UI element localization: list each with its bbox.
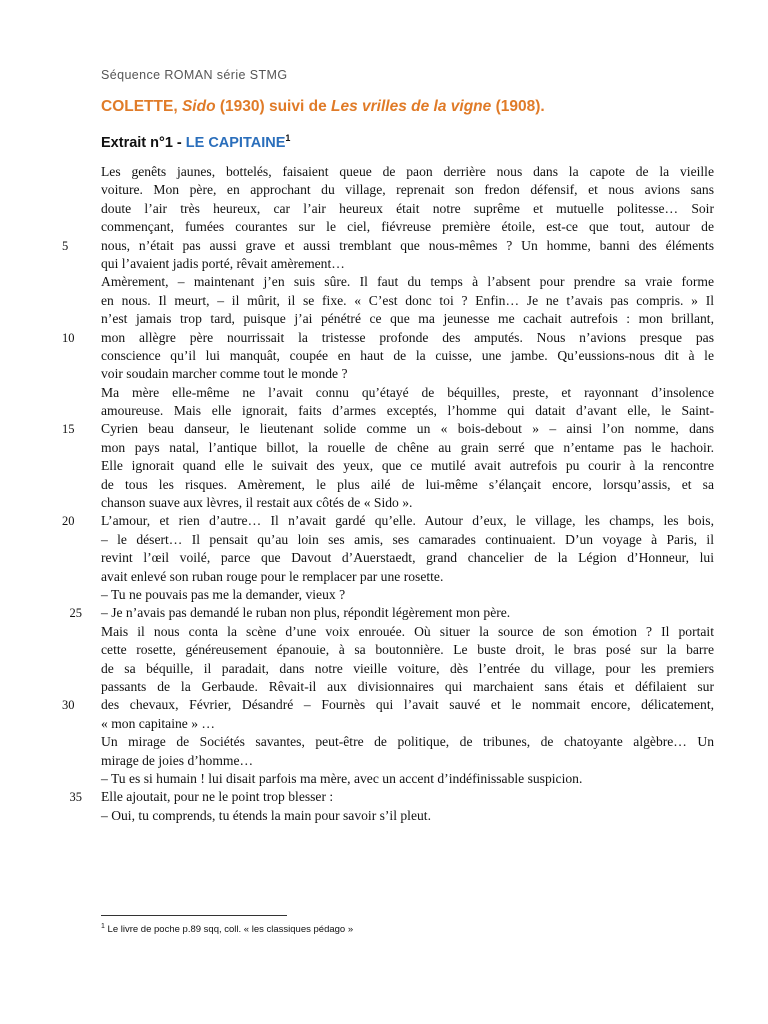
text-line	[101, 568, 714, 586]
text-line	[62, 512, 714, 530]
line-text: revint l’œil voilé, parce que Davout d’Auerstaedt, grand chancelier de la Légion d’Honneur, lui	[101, 550, 714, 566]
line-text: Un mirage de Sociétés savantes, peut-être de politique, de tribunes, de chatoyante algèbre… Un	[101, 734, 714, 750]
extract-body	[62, 163, 714, 825]
text-line	[101, 200, 714, 218]
line-text: L’amour, et rien d’autre… Il n’avait gardé qu’elle. Autour d’eux, le village, les champs, les bois,	[101, 513, 714, 529]
line-text: – Oui, tu comprends, tu étends la main pour savoir s’il pleut.	[101, 807, 431, 823]
text-line	[62, 329, 714, 347]
line-text: – Tu ne pouvais pas me la demander, vieux ?	[101, 586, 346, 602]
line-text: Elle ajoutait, pour ne le point trop blesser :	[101, 789, 334, 805]
text-line	[62, 237, 714, 255]
line-text: – le désert… Il pensait qu’au loin ses amis, ses camarades continuaient. D’un voyage à Paris, il	[101, 531, 714, 547]
text-line	[101, 218, 714, 236]
line-text: amoureuse. Mais elle ignorait, faits d’armes exceptés, l’homme qui datait d’avant elle, le Saint-	[101, 403, 714, 419]
text-line	[101, 494, 714, 512]
text-line	[101, 733, 714, 751]
text-line	[101, 181, 714, 199]
text-line	[62, 696, 714, 714]
text-line	[101, 255, 714, 273]
title-middle: (1930) suivi de	[219, 98, 327, 115]
text-line	[101, 163, 714, 181]
title-author: COLETTE,	[101, 98, 178, 115]
title-work-sido: Sido	[181, 98, 216, 115]
text-line	[101, 384, 714, 402]
text-line	[101, 476, 714, 494]
text-line	[101, 549, 714, 567]
document-header: Séquence ROMAN série STMG	[101, 68, 288, 82]
footnote	[101, 923, 353, 935]
text-line	[101, 347, 714, 365]
line-text: Cyrien beau danseur, le lieutenant solide comme un « bois-debout » – ainsi l’on nomme, dans	[101, 421, 714, 437]
text-line	[101, 660, 714, 678]
line-text: qui l’avaient jadis porté, rêvait amèrement…	[101, 255, 345, 271]
line-text: mon pays natal, l’antique billot, la rouelle de chêne au grain serré que n’entame pas le hachoir.	[101, 439, 714, 455]
footnote-text: Le livre de poche p.89 sqq, coll. « les classiques pédago »	[104, 924, 354, 936]
line-text: commençant, fumées courantes sur le ciel, fiévreuse première étoile, est-ce que tout, autour de	[101, 219, 714, 235]
line-text: Mais il nous conta la scène d’une voix enrouée. Où situer la source de son émotion ? Il portait	[101, 623, 714, 639]
line-text: – Tu es si humain ! lui disait parfois ma mère, avec un accent d’indéfinissable suspicion.	[101, 770, 583, 786]
title-date: (1908).	[495, 98, 545, 115]
text-line	[101, 273, 714, 291]
line-text: avait enlevé son ruban rouge pour le remplacer par une rosette.	[101, 568, 444, 584]
line-number: 15	[62, 422, 75, 437]
line-text: chanson suave aux lèvres, il restait aux côtés de « Sido ».	[101, 495, 413, 511]
line-text: Amèrement, – maintenant j’en suis sûre. Il faut du temps à l’absent pour prendre sa vraie forme	[101, 274, 714, 290]
line-text: voir soudain marcher comme tout le monde ?	[101, 366, 348, 382]
line-text: – Je n’avais pas demandé le ruban non plus, répondit légèrement mon père.	[101, 605, 511, 621]
text-line	[101, 586, 714, 604]
line-text: n’est jamais trop tard, puisque j’ai pénétré ce que ma jeunesse me cachait autrefois : mon brillant,	[101, 311, 714, 327]
line-text: voiture. Mon père, en approchant du village, reprenait son fredon défensif, et nous avions sans	[101, 182, 714, 198]
text-line	[101, 807, 714, 825]
line-text: mon allègre père nourrissait la tristesse profonde des amputés. Nous n’avions presque pas	[101, 329, 714, 345]
title-work-vrilles: Les vrilles de la vigne	[331, 98, 492, 115]
line-number: 25	[69, 606, 82, 621]
text-line	[101, 770, 714, 788]
line-text: cette rosette, généreusement épanouie, à sa boutonnière. Le buste droit, le bras posé sur la barre	[101, 642, 714, 658]
text-line	[69, 604, 714, 622]
extract-label: Extrait n°1 -	[101, 134, 182, 151]
line-text: Elle ignorait quand elle le suivait des yeux, que ce mutilé avait autrefois pu courir à la rencontre	[101, 458, 714, 474]
line-text: de tous les risques. Amèrement, le plus ailé de lui-même s’élançait encore, lorsqu’assis, et sa	[101, 476, 714, 492]
text-line	[101, 641, 714, 659]
text-line	[101, 457, 714, 475]
line-text: en nous. Il meurt, – il mûrit, il se fixe. « C’est donc toi ? Enfin… Je ne t’avais pas compris. » Il	[101, 292, 714, 308]
line-text: conscience qu’il lui manquât, coupée en haut de la cuisse, une jambe. Qu’eussions-nous dit à le	[101, 347, 714, 363]
text-line	[101, 365, 714, 383]
line-text: doute l’air très heureux, car l’air heureux était notre suprême et mutuelle politesse… Soir	[101, 200, 714, 216]
text-line	[101, 402, 714, 420]
footnote-rule	[101, 915, 287, 916]
extract-heading	[101, 133, 290, 151]
document-title	[101, 98, 545, 116]
line-number: 5	[62, 238, 69, 253]
line-text: « mon capitaine » …	[101, 715, 216, 731]
line-text: Ma mère elle-même ne l’avait connu qu’étayé de béquilles, preste, et rayonnant d’insolence	[101, 384, 714, 400]
line-number: 20	[62, 514, 75, 529]
line-number: 10	[62, 330, 75, 345]
text-line	[69, 788, 714, 806]
extract-name: LE CAPITAINE	[185, 134, 286, 151]
line-text: nous, n’était pas aussi grave et aussi tremblant que nous-mêmes ? Un homme, banni des éléments	[101, 237, 714, 253]
text-line	[101, 531, 714, 549]
footnote-ref: 1	[285, 133, 291, 143]
line-text: Les genêts jaunes, bottelés, faisaient queue de paon derrière nous dans la capote de la vieille	[101, 164, 714, 179]
text-line	[101, 310, 714, 328]
line-number: 30	[62, 698, 75, 713]
line-text: passants de la Gerbaude. Rêvait-il aux divisionnaires qui marchaient sans étais et défilaient sur	[101, 678, 714, 694]
text-line	[101, 439, 714, 457]
text-line	[101, 623, 714, 641]
text-line	[101, 752, 714, 770]
line-text: de sa béquille, il paradait, dans notre vieille voiture, dès l’entrée du village, pour les premiers	[101, 660, 714, 676]
footnote-number: 1	[101, 923, 105, 930]
text-line	[101, 678, 714, 696]
line-text: des chevaux, Février, Désandré – Fournès qui l’avait sauvé et le nommait encore, délicatement,	[101, 697, 714, 713]
line-text: mirage de joies d’homme…	[101, 752, 254, 768]
text-line	[101, 292, 714, 310]
text-line	[62, 420, 714, 438]
text-line	[101, 715, 714, 733]
line-number: 35	[69, 790, 82, 805]
